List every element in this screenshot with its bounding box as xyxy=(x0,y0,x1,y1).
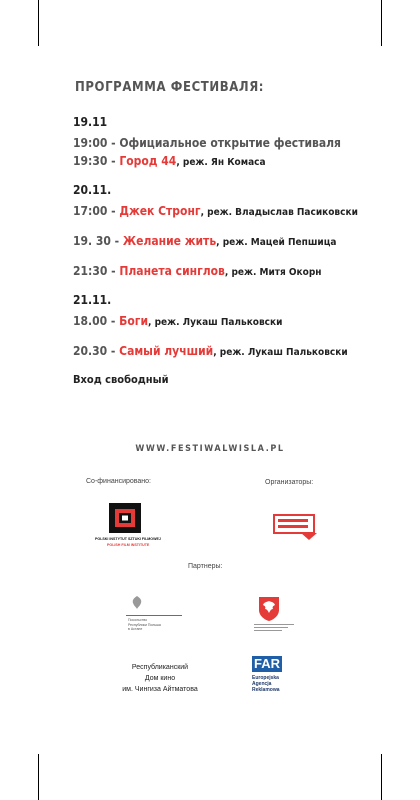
festival-website[interactable]: WWW.FESTIWALWISLA.PL xyxy=(135,444,285,454)
pisf-text-line2: POLISH FILM INSTITUTE xyxy=(107,543,150,547)
event-time: 17:00 - xyxy=(73,204,120,218)
event-row xyxy=(73,134,413,152)
event-row: 20.30 - Самый лучший, реж. Лукаш Пальковски xyxy=(73,344,348,358)
free-entry-note: Вход свободный xyxy=(73,373,169,386)
event-time: 19. 30 - xyxy=(73,234,123,248)
event-row: 18.00 - Боги, реж. Лукаш Пальковски xyxy=(73,314,283,328)
day-date: 19.11 xyxy=(73,115,108,129)
event-row: 17:00 - Джек Стронг, реж. Владыслав Пасиковски xyxy=(73,204,358,218)
ministry-lines xyxy=(254,624,294,631)
crop-mark-bottom-left xyxy=(38,754,39,800)
event-director: реж. Ян Комаса xyxy=(182,157,266,168)
crop-mark-top-right xyxy=(381,0,382,46)
embassy-text: Посольство Республики Польша в Астане xyxy=(128,618,161,631)
pisf-logo xyxy=(95,502,165,550)
event-time: 18.00 - xyxy=(73,314,120,328)
crop-mark-bottom-right xyxy=(381,754,382,800)
organizer-logo xyxy=(273,514,321,540)
event-title: Город 44 xyxy=(119,154,177,168)
cofinanced-label: Со-финансировано: xyxy=(86,478,152,485)
far-text: Europejska Agencja Reklamowa xyxy=(252,675,280,693)
event-title: Самый лучший xyxy=(119,344,214,358)
crop-mark-top-left xyxy=(38,0,39,46)
polish-coat-of-arms xyxy=(254,596,294,636)
event-row: 21:30 - Планета синглов, реж. Митя Окорн xyxy=(73,264,322,278)
event-director: реж. Лукаш Пальковски xyxy=(219,347,348,358)
far-logo xyxy=(252,656,292,700)
event-time: 21:30 - xyxy=(73,264,120,278)
far-logo-mark: FAR xyxy=(254,656,280,671)
embassy-red-line xyxy=(126,615,182,616)
day-date: 20.11. xyxy=(73,183,112,197)
event-row: 19:30 - Город 44, реж. Ян Комаса xyxy=(73,154,266,168)
house-of-cinema: Республиканский Дом кино им. Чингиза Айтматова xyxy=(122,664,198,693)
event-time: 20.30 - xyxy=(73,344,120,358)
event-title: Желание жить xyxy=(122,234,217,248)
event-time: 19:30 - xyxy=(73,154,120,168)
program-list xyxy=(73,113,413,386)
day-date: 21.11. xyxy=(73,293,112,307)
event-title: Боги xyxy=(119,314,149,328)
pisf-text-line1: POLSKI INSTYTUT SZTUKI FILMOWEJ xyxy=(95,537,161,541)
program-title: ПРОГРАММА ФЕСТИВАЛЯ: xyxy=(75,80,265,95)
event-time: 19:00 - xyxy=(73,136,120,150)
event-title: Официальное открытие фестиваля xyxy=(119,136,341,150)
event-director: реж. Лукаш Пальковски xyxy=(154,317,283,328)
event-director: реж. Митя Окорн xyxy=(231,267,322,278)
event-title: Джек Стронг xyxy=(119,204,201,218)
partners-label: Партнеры: xyxy=(188,563,223,570)
organizers-label: Организаторы: xyxy=(265,479,314,486)
event-director: реж. Владыслав Пасиковски xyxy=(207,207,358,218)
embassy-logo xyxy=(126,595,182,635)
event-director: реж. Мацей Пепшица xyxy=(222,237,337,248)
event-title: Планета синглов xyxy=(119,264,225,278)
event-row: 19. 30 - Желание жить, реж. Мацей Пепшица xyxy=(73,234,337,248)
